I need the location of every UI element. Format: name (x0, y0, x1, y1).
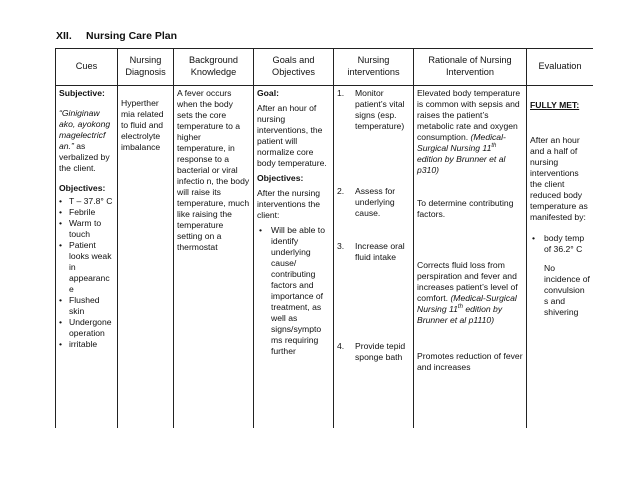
list-item: • Flushed skin (59, 295, 114, 317)
header-rationale: Rationale of Nursing Intervention (414, 49, 527, 86)
list-item: • Will be able to identify underlying cause/ contributing factors and importance of treatment, as well as signs/sympto ms requiring further (257, 225, 330, 357)
list-item: • irritable (59, 339, 114, 350)
care-plan-table-wrapper (55, 48, 593, 428)
interventions-cell (334, 86, 414, 429)
intervention-text: Assess for underlying cause. (355, 186, 396, 218)
intervention-text: Monitor patient’s vital signs (esp. temperature) (355, 88, 405, 131)
diagnosis-cell (118, 86, 174, 429)
header-row (56, 49, 594, 86)
subjective-text (59, 108, 114, 174)
goal-text: After an hour of nursing interventions, the patient will normalize core body temperature. (257, 103, 327, 168)
evaluation-text: After an hour and a half of nursing interventions the client reduced body temperature as manifested by: (530, 135, 588, 222)
goal-objectives-label: Objectives: (257, 173, 304, 183)
header-cues: Cues (56, 49, 118, 86)
header-diagnosis: Nursing Diagnosis (118, 49, 174, 86)
section-number: XII. (56, 30, 72, 42)
subjective-label: Subjective: (59, 88, 105, 98)
rationale-1 (417, 88, 523, 176)
rationale-cell (414, 86, 527, 429)
subjective-as-verbalized: as verbalized by the client. (59, 141, 110, 173)
rationale-2: To determine contributing factors. (417, 198, 514, 219)
list-item: • Patient looks weak in appearanc e (59, 240, 114, 295)
list-item: • T – 37.8° C (59, 196, 114, 207)
intervention-number: 1. (337, 88, 345, 98)
rationale-3-citation: (Medical-Surgical Nursing 11th edition by Brunner et al p1110) (417, 293, 517, 325)
evaluation-status: FULLY MET: (530, 100, 580, 110)
interventions-list (337, 88, 410, 363)
header-interventions: Nursing interventions (334, 49, 414, 86)
header-evaluation: Evaluation (527, 49, 594, 86)
list-item (337, 341, 410, 363)
rationale-1-text: Elevated body temperature is common with sepsis and raises the patient’s metabolic rate and oxygen consumption. (417, 88, 521, 142)
header-background: Background Knowledge (174, 49, 254, 86)
rationale-1-citation: (Medical-Surgical Nursing 11th edition by Brunner et al p310) (417, 132, 506, 175)
objectives-label: Objectives: (59, 183, 106, 193)
list-item: • Febrile (59, 207, 114, 218)
list-item (337, 241, 410, 263)
intervention-text: Provide tepid sponge bath (355, 341, 406, 362)
goals-cell (254, 86, 334, 429)
intervention-number: 3. (337, 241, 345, 251)
goal-objectives-text: After the nursing interventions the client: (257, 188, 321, 220)
list-item: No incidence of convulsion s and shivering (544, 263, 590, 317)
table-row (56, 86, 594, 429)
subjective-quote: “Giniginaw ako, ayokong magelectricf an.” (59, 108, 111, 151)
list-item: • Undergone operation (59, 317, 114, 339)
rationale-3 (417, 260, 523, 326)
background-text: A fever occurs when the body sets the core temperature to a higher temperature, in response to a bacterial or viral infectio n, the body will raise its temperature, much like raising the temperature setting on a thermostat (177, 88, 250, 252)
list-item (337, 88, 410, 132)
objective-cues-list (59, 196, 114, 350)
header-goals: Goals and Objectives (254, 49, 334, 86)
goal-label: Goal: (257, 88, 279, 98)
evaluation-cell (527, 86, 594, 429)
evaluation-list (530, 233, 590, 318)
intervention-number: 2. (337, 186, 345, 196)
cues-cell (56, 86, 118, 429)
section-title: Nursing Care Plan (86, 30, 178, 42)
list-item (337, 186, 410, 219)
intervention-text: Increase oral fluid intake (355, 241, 405, 262)
background-cell (174, 86, 254, 429)
list-item: • body temp of 36.2° C (530, 233, 590, 255)
list-item: • Warm to touch (59, 218, 114, 240)
goal-objectives-list (257, 225, 330, 357)
rationale-3-text: Corrects fluid loss from perspiration and fever and increases patient’s level of comfort. (417, 260, 518, 303)
section-heading (56, 30, 177, 42)
rationale-4: Promotes reduction of fever and increases (417, 351, 523, 372)
care-plan-table (55, 48, 593, 428)
diagnosis-text: Hyperther mia related to fluid and electrolyte imbalance (121, 98, 164, 152)
intervention-number: 4. (337, 341, 345, 351)
